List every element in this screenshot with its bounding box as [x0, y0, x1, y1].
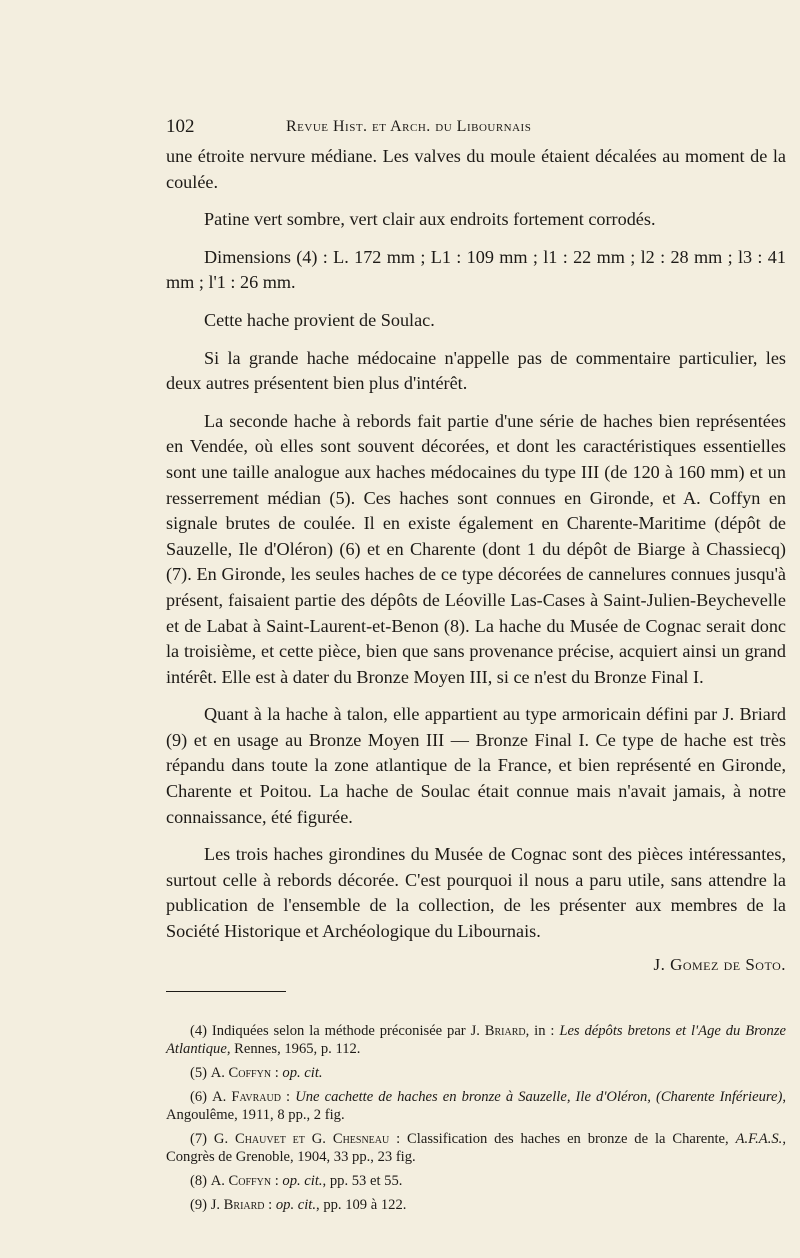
footnote-separator-text: :: [271, 1172, 279, 1189]
footnote-author: A. Favraud: [212, 1088, 281, 1105]
footnote-text: , Angoulême, 1911, 8 pp., 2 fig.: [166, 1088, 786, 1123]
footnote-marker: (9): [190, 1196, 208, 1213]
footnote-author: J. Briard: [210, 1196, 265, 1213]
footnote-separator-text: , in :: [525, 1022, 555, 1039]
footnote-title: Les dépôts bretons et l'Age du Bronze Atlantique: [166, 1022, 786, 1057]
paragraph: une étroite nervure médiane. Les valves du moule étaient décalées au moment de la coulée.: [166, 146, 786, 192]
page-number: 102: [166, 116, 195, 137]
paragraph: Si la grande hache médocaine n'appelle pas de commentaire particulier, les deux autres présentent bien plus d'intérêt.: [166, 347, 786, 394]
paragraph: Patine vert sombre, vert clair aux endroits fortement corrodés.: [204, 209, 656, 230]
author-signature: J. Gomez de Soto.: [653, 954, 786, 974]
paragraph: Dimensions (4) : L. 172 mm ; L1 : 109 mm ; l1 : 22 mm ; l2 : 28 mm ; l3 : 41 mm ; l'1 : 26 mm.: [166, 246, 786, 293]
body-text: [166, 144, 786, 945]
footnote-text: , pp. 109 à 122.: [316, 1196, 407, 1213]
footnote: [166, 1130, 786, 1166]
footnote-author: A. Coffyn: [210, 1172, 272, 1189]
footnote-separator-text: :: [280, 1088, 291, 1105]
paragraph: Les trois haches girondines du Musée de Cognac sont des pièces intéressantes, surtout celle à rebords décorée. C'est pourquoi il nous a paru utile, sans attendre la publication de l'ensemble de la collection, de les présenter aux membres de la Société Historique et Archéologique du Libournais.: [166, 844, 786, 942]
footnote-title: op. cit.: [282, 1064, 323, 1081]
footnote-separator: [166, 991, 286, 992]
footnote: [166, 1196, 786, 1214]
footnote-text: , Congrès de Grenoble, 1904, 33 pp., 23 fig.: [166, 1130, 786, 1165]
paragraph: La seconde hache à rebords fait partie d'une série de haches bien représentées en Vendée, où elles sont souvent décorées, et dont les caractéristiques essentielles sont une taille analogue aux haches médocaines du type III (de 120 à 160 mm) et un resserrement médian (5). Ces haches sont connues en Gironde, et A. Coffyn en signale brutes de coulée. Il en existe également en Charente-Maritime (dépôt de Sauzelle, Ile d'Oléron) (6) et en Charente (dont 1 du dépôt de Biarge à Chassiecq) (7). En Gironde, les seules haches de ce type décorées de cannelures connues jusqu'à présent, faisaient partie des dépôts de Léoville Las-Cases à Saint-Julien-Beychevelle et de Labat à Saint-Laurent-et-Benon (8). La hache du Musée de Cognac serait donc la troisième, et cette pièce, bien que sans provenance précise, acquiert ainsi un grand intérêt. Elle est à dater du Bronze Moyen III, si ce n'est du Bronze Final I.: [166, 410, 786, 687]
footnote-title: Une cachette de haches en bronze à Sauzelle, Ile d'Oléron, (Charente Inférieure): [295, 1088, 783, 1105]
footnote-author: J. Briard: [470, 1022, 526, 1039]
footnote-separator-text: :: [271, 1064, 279, 1081]
footnote: [166, 1022, 786, 1058]
footnote-marker: (6): [190, 1088, 208, 1105]
footnote-text: Classification des haches en bronze de la Charente,: [407, 1130, 729, 1147]
footnote: [166, 1172, 786, 1190]
footnote-marker: (4): [190, 1022, 208, 1039]
footnote: [166, 1064, 786, 1082]
paragraph: Cette hache provient de Soulac.: [204, 309, 435, 330]
footnote-separator-text: :: [389, 1130, 401, 1147]
footnote-marker: (7): [190, 1130, 208, 1147]
page-header: [166, 108, 786, 144]
footnote-marker: (8): [190, 1172, 208, 1189]
footnote-title: op. cit.: [275, 1196, 317, 1213]
footnote-separator-text: :: [264, 1196, 273, 1213]
footnote-text: , Rennes, 1965, p. 112.: [226, 1040, 361, 1057]
paragraph: Quant à la hache à talon, elle appartient au type armoricain défini par J. Briard (9) et en usage au Bronze Moyen III — Bronze Final I. Ce type de hache est très répandu dans toute la zone atlantique de la France, et bien représenté en Gironde, Charente et Poitou. La hache de Soulac était connue mais n'avait jamais, à notre connaissance, été figurée.: [166, 704, 786, 827]
footnote-author: A. Coffyn: [210, 1064, 272, 1081]
footnote-marker: (5): [190, 1064, 208, 1081]
book-page: [166, 108, 786, 1220]
footnote-title: op. cit.: [282, 1172, 323, 1189]
footnote-text: Indiquées selon la méthode préconisée par: [211, 1022, 466, 1039]
footnote: [166, 1088, 786, 1124]
footnote-title: A.F.A.S.: [735, 1130, 783, 1147]
footnote-author: G. Chauvet et G. Chesneau: [213, 1130, 390, 1147]
footnotes: [166, 1022, 786, 1214]
running-title: Revue Hist. et Arch. du Libournais: [286, 118, 532, 135]
footnote-text: , pp. 53 et 55.: [322, 1172, 403, 1189]
